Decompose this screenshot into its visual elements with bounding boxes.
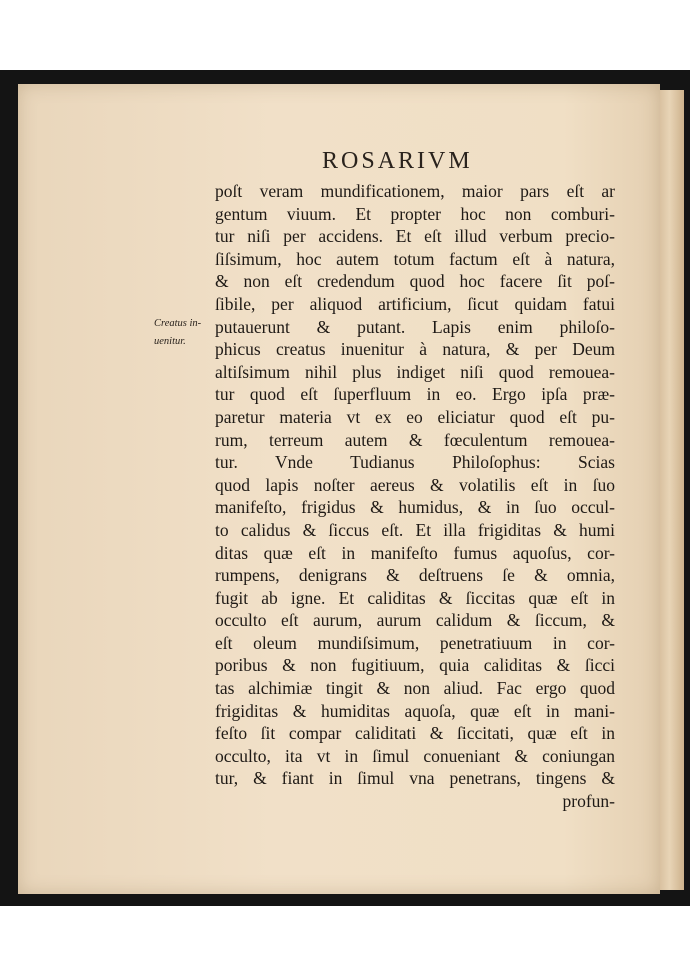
text-line: poribus & non fugitiuum, quia caliditas & ſicci (215, 655, 615, 676)
text-line: tur niſi per accidens. Et eſt illud verbum precio- (215, 226, 615, 247)
text-line: & non eſt credendum quod hoc facere ſit poſ- (215, 271, 615, 292)
scan-background (0, 70, 690, 906)
text-line: rumpens, denigrans & deſtruens ſe & omnia, (215, 565, 615, 586)
text-line: eſt oleum mundiſsimum, penetratiuum in cor- (215, 632, 615, 653)
text-line: tas alchimiæ tingit & non aliud. Fac ergo quod (215, 678, 615, 699)
text-line: rum, terreum autem & fœculentum remouea- (215, 429, 615, 450)
text-line: fugit ab igne. Et caliditas & ſiccitas quæ eſt in (215, 587, 615, 608)
catchword: profun- (562, 791, 615, 812)
text-line: manifeſto, frigidus & humidus, & in ſuo occul- (215, 497, 615, 518)
text-line: ditas quæ eſt in manifeſto fumus aquoſus, cor- (215, 542, 615, 563)
text-line: tur, & fiant in ſimul vna penetrans, tingens & (215, 768, 615, 789)
text-line: gentum viuum. Et propter hoc non comburi- (215, 203, 615, 224)
text-line: putauerunt & putant. Lapis enim philoſo- (215, 316, 615, 337)
text-line: phicus creatus inuenitur à natura, & per Deum (215, 339, 615, 360)
margin-note-line: uenitur. (154, 336, 186, 347)
text-line: altiſsimum nihil plus indiget niſi quod remouea- (215, 361, 615, 382)
text-line: frigiditas & humiditas aquoſa, quæ eſt in mani- (215, 700, 615, 721)
text-line: paretur materia vt ex eo eliciatur quod eſt pu- (215, 406, 615, 427)
next-page-edge (660, 90, 684, 890)
text-line: poſt veram mundificationem, maior pars eſt ar (215, 181, 615, 201)
text-line: tur quod eſt ſuperfluum in eo. Ergo ipſa præ- (215, 384, 615, 405)
text-line: quod lapis noſter aereus & volatilis eſt in ſuo (215, 474, 615, 495)
text-line: to calidus & ſiccus eſt. Et illa frigiditas & humi (215, 519, 615, 540)
text-line: ſiſsimum, hoc autem totum factum eſt à natura, (215, 248, 615, 269)
text-line: occulto, ita vt in ſimul conueniant & coniungan (215, 745, 615, 766)
text-line: occulto eſt aurum, aurum calidum & ſiccum, & (215, 610, 615, 631)
running-head: ROSARIVM (322, 148, 473, 174)
margin-note-line: Creatus in- (154, 318, 202, 329)
text-line: ſibile, per aliquod artificium, ſicut quidam fatui (215, 293, 615, 314)
text-line: tur. Vnde Tudianus Philoſophus: Scias (215, 452, 615, 473)
body-text (215, 180, 615, 813)
book-page (18, 84, 660, 894)
text-line: feſto ſit compar caliditati & ſiccitati, quæ eſt in (215, 723, 615, 744)
